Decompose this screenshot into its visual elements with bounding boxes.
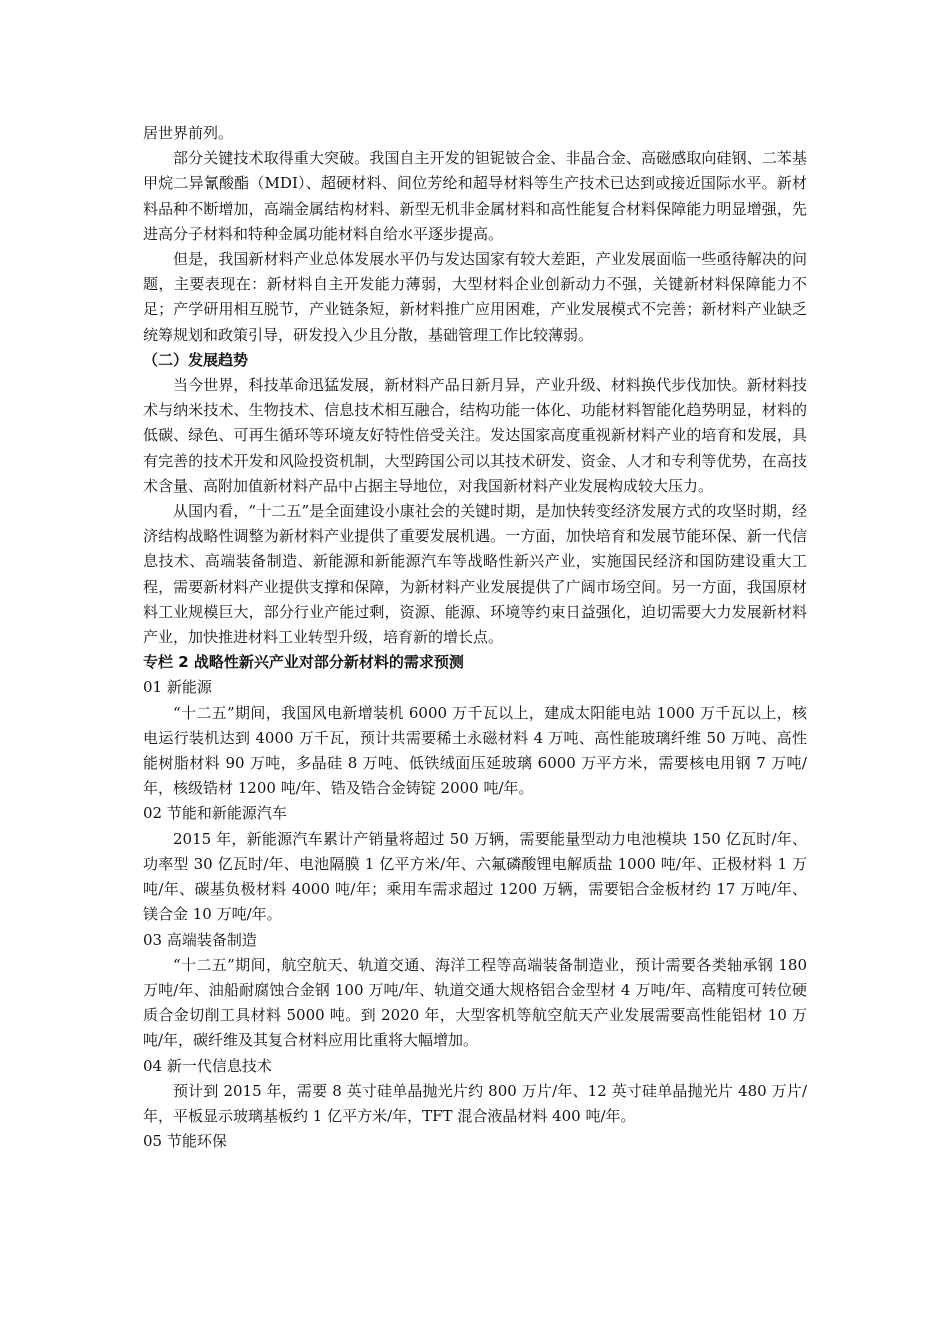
subheading-equipment: 03 高端装备制造 <box>143 930 257 949</box>
subheading-it: 04 新一代信息技术 <box>143 1056 272 1075</box>
document-page <box>143 121 807 1154</box>
paragraph-vehicles: 2015 年，新能源汽车累计产销量将超过 50 万辆，需要能量型动力电池模块 150 亿瓦时/年、功率型 30 亿瓦时/年、电池隔膜 1 亿平方米/年、六氟磷酸锂电解质盐 1000 吨/年、正极材料 1 万吨/年、碳基负极材料 4000 吨/年；乘用车需求超过 1200 万辆，需要铝合金板材约 17 万吨/年、镁合金 10 万吨/年。 <box>143 829 807 924</box>
paragraph-equipment: “十二五”期间，航空航天、轨道交通、海洋工程等高端装备制造业，预计需要各类轴承钢 180 万吨/年、油船耐腐蚀合金钢 100 万吨/年、轨道交通大规格铝合金型材 4 万吨/年、高精度可转位硬质合金切削工具材料 5000 吨。到 2020 年，大型客机等航空航天产业发展需要高性能铝材 10 万吨/年，碳纤维及其复合材料应用比重将大幅增加。 <box>143 955 807 1050</box>
paragraph-key-tech: 部分关键技术取得重大突破。我国自主开发的钽铌铍合金、非晶合金、高磁感取向硅钢、二苯基甲烷二异氰酸酯（MDI）、超硬材料、间位芳纶和超导材料等生产技术已达到或接近国际水平。新材料品种不断增加，高端金属结构材料、新型无机非金属材料和高性能复合材料保障能力明显增强，先进高分子材料和特种金属功能材料自给水平逐步提高。 <box>143 149 807 243</box>
paragraph-gap: 但是，我国新材料产业总体发展水平仍与发达国家有较大差距，产业发展面临一些亟待解决的问题，主要表现在：新材料自主开发能力薄弱，大型材料企业创新动力不强，关键新材料保障能力不足；产学研用相互脱节，产业链条短，新材料推广应用困难，产业发展模式不完善；新材料产业缺乏统筹规划和政策引导，研发投入少且分散，基础管理工作比较薄弱。 <box>143 250 807 344</box>
paragraph-new-energy: “十二五”期间，我国风电新增装机 6000 万千瓦以上，建成太阳能电站 1000 万千瓦以上，核电运行装机达到 4000 万千瓦，预计共需要稀土永磁材料 4 万吨、高性能玻璃纤维 50 万吨、高性能树脂材料 90 万吨，多晶硅 8 万吨、低铁绒面压延玻璃 6000 万平方米，需要核电用钢 7 万吨/年，核级锆材 1200 吨/年、锆及锆合金铸锭 2000 吨/年。 <box>143 703 807 798</box>
column-heading-demand: 专栏 2 战略性新兴产业对部分新材料的需求预测 <box>143 653 464 672</box>
subheading-vehicles: 02 节能和新能源汽车 <box>143 804 287 823</box>
paragraph-world: 当今世界，科技革命迅猛发展，新材料产品日新月异，产业升级、材料换代步伐加快。新材料技术与纳米技术、生物技术、信息技术相互融合，结构功能一体化、功能材料智能化趋势明显，材料的低碳、绿色、可再生循环等环境友好特性倍受关注。发达国家高度重视新材料产业的培育和发展，具有完善的技术开发和风险投资机制，大型跨国公司以其技术研发、资金、人才和专利等优势，在高技术含量、高附加值新材料产品中占据主导地位，对我国新材料产业发展构成较大压力。 <box>143 376 807 495</box>
paragraph-it: 预计到 2015 年，需要 8 英寸硅单晶抛光片约 800 万片/年、12 英寸硅单晶抛光片 480 万片/年，平板显示玻璃基板约 1 亿平方米/年，TFT 混合液晶材料 400 吨/年。 <box>143 1081 807 1125</box>
paragraph-continuation: 居世界前列。 <box>143 124 234 142</box>
paragraph-domestic: 从国内看，“十二五”是全面建设小康社会的关键时期，是加快转变经济发展方式的攻坚时期，经济结构战略性调整为新材料产业提供了重要发展机遇。一方面，加快培育和发展节能环保、新一代信息技术、高端装备制造、新能源和新能源汽车等战略性新兴产业，实施国民经济和国防建设重大工程，需要新材料产业提供支撑和保障，为新材料产业发展提供了广阔市场空间。另一方面，我国原材料工业规模巨大，部分行业产能过剩，资源、能源、环境等约束日益强化，迫切需要大力发展新材料产业，加快推进材料工业转型升级，培育新的增长点。 <box>143 502 807 647</box>
section-heading-trends: （二）发展趋势 <box>143 350 249 369</box>
subheading-environment: 05 节能环保 <box>143 1132 227 1151</box>
subheading-new-energy: 01 新能源 <box>143 678 212 697</box>
